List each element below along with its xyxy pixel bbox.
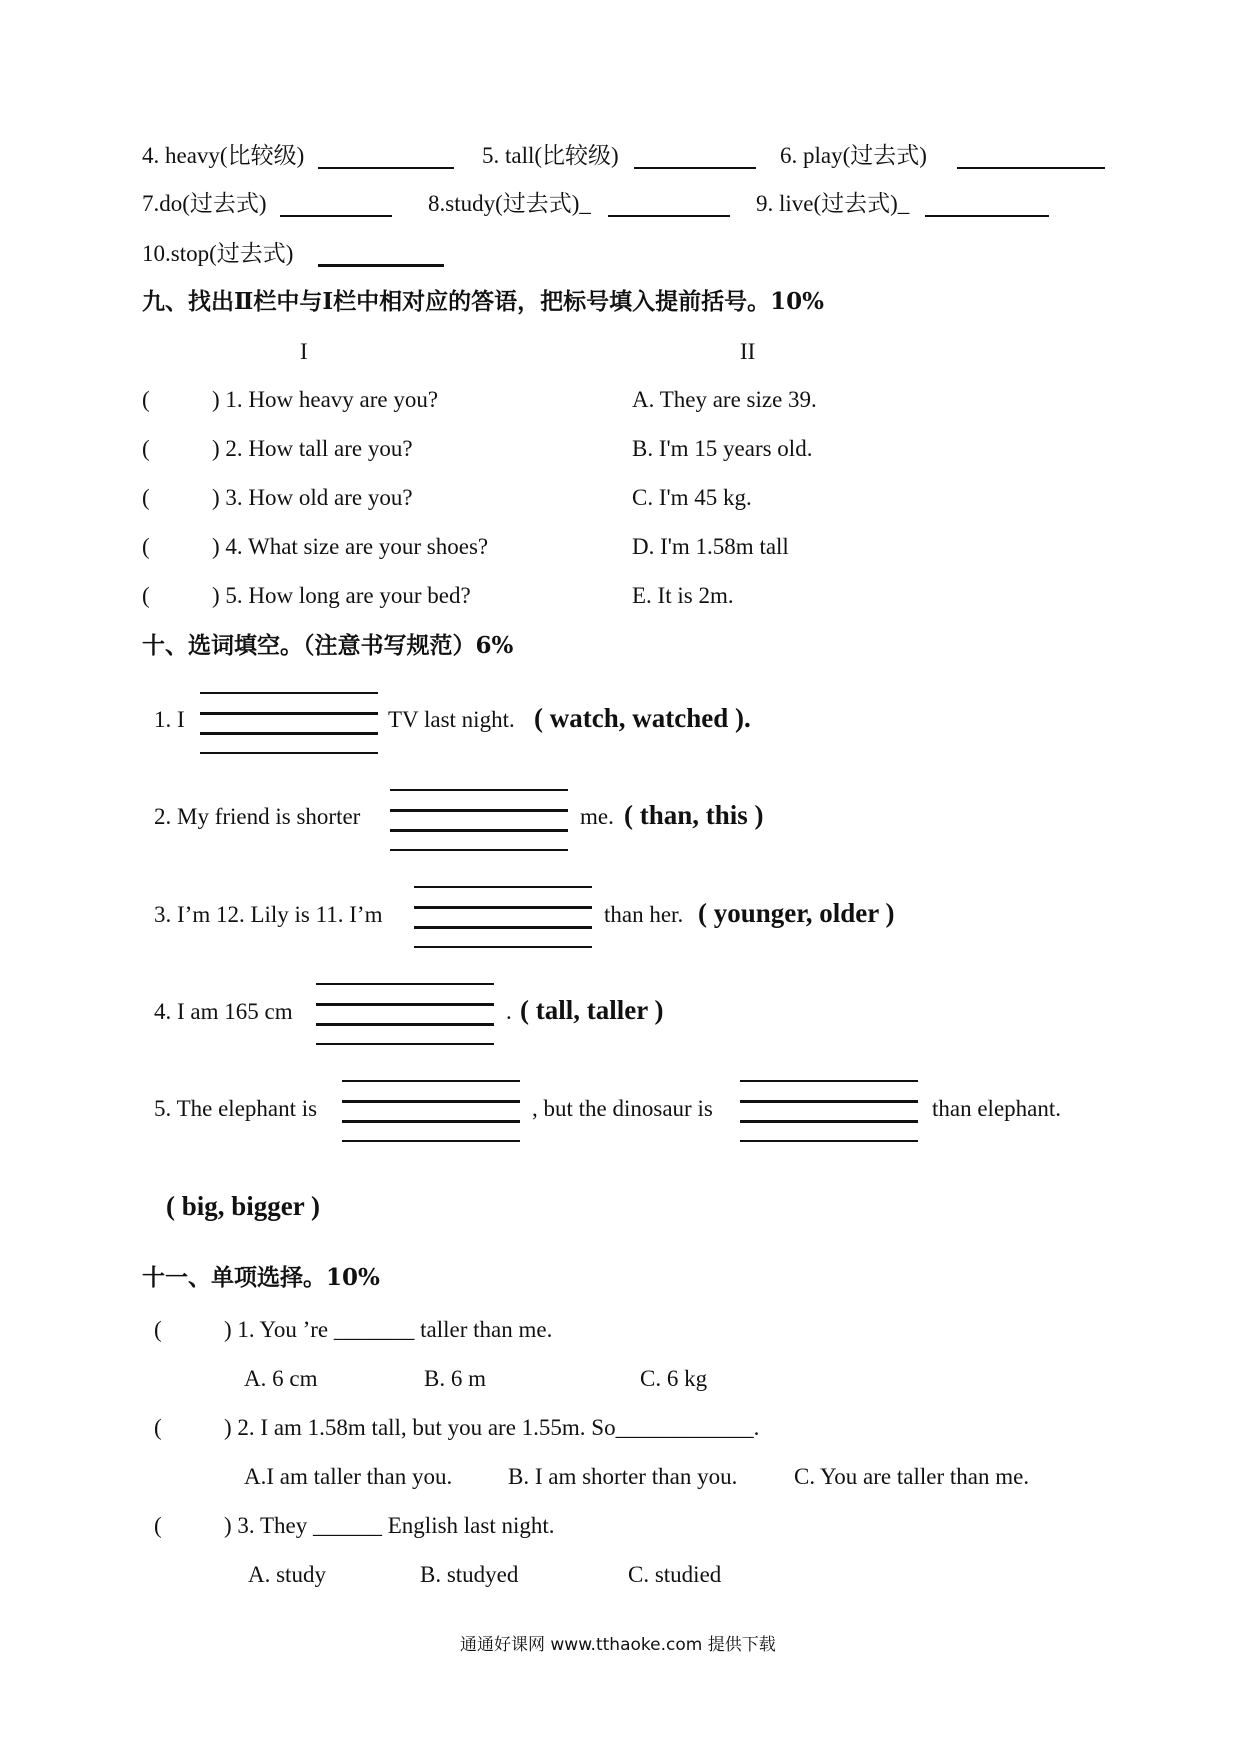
choice-option[interactable]: B. 6 m: [424, 1366, 486, 1391]
handwriting-lines[interactable]: [414, 886, 592, 946]
question-text: ) 2. How tall are you?: [212, 436, 413, 461]
answer-paren[interactable]: (: [154, 1513, 162, 1538]
question-text: ) 4. What size are your shoes?: [212, 534, 489, 559]
question-text: ) 5. How long are your bed?: [212, 583, 471, 608]
vocab-item-label: 8.study(过去式)_: [428, 191, 591, 216]
vocab-item-label: 4. heavy(比较级): [142, 143, 305, 168]
page-footer: 通通好课网 www.tthaoke.com 提供下载: [460, 1635, 776, 1655]
word-options: ( big, bigger ): [166, 1191, 320, 1221]
column-1-header: I: [300, 339, 308, 364]
answer-paren[interactable]: (: [142, 387, 150, 412]
fill-item-start: 1. I: [154, 707, 185, 732]
fill-item-start: 4. I am 165 cm: [154, 999, 293, 1024]
word-options: ( tall, taller ): [520, 995, 664, 1025]
answer-paren[interactable]: (: [142, 534, 150, 559]
word-options: ( than, this ): [624, 800, 764, 830]
answer-option: B. I'm 15 years old.: [632, 436, 813, 461]
vocab-answer-line[interactable]: [957, 167, 1105, 169]
question-text: ) 3. How old are you?: [212, 485, 413, 510]
vocab-answer-line[interactable]: [318, 264, 444, 267]
choice-option[interactable]: B. studyed: [420, 1562, 519, 1587]
choice-option[interactable]: C. 6 kg: [640, 1366, 708, 1391]
choice-option[interactable]: A.I am taller than you.: [244, 1464, 453, 1489]
word-options: ( younger, older ): [698, 898, 895, 928]
vocab-item-label: 10.stop(过去式): [142, 241, 294, 266]
column-2-header: II: [740, 339, 756, 364]
vocab-answer-line[interactable]: [608, 215, 730, 217]
question-text: ) 2. I am 1.58m tall, but you are 1.55m. So____________.: [224, 1415, 760, 1440]
answer-option: D. I'm 1.58m tall: [632, 534, 789, 559]
fill-item-end: TV last night.: [388, 707, 515, 732]
answer-paren[interactable]: (: [142, 485, 150, 510]
vocab-item-label: 9. live(过去式)_: [756, 191, 910, 216]
handwriting-lines[interactable]: [316, 983, 494, 1043]
vocab-answer-line[interactable]: [925, 215, 1049, 217]
fill-item-start: 5. The elephant is: [154, 1096, 318, 1121]
vocab-item-label: 7.do(过去式): [142, 191, 267, 216]
fill-item-end: than elephant.: [932, 1096, 1062, 1121]
vocab-answer-line[interactable]: [318, 167, 454, 169]
section-10-title: 十、选词填空。（注意书写规范）6%: [142, 632, 514, 659]
fill-item-start: 2. My friend is shorter: [154, 804, 361, 829]
answer-paren[interactable]: (: [154, 1317, 162, 1342]
fill-item-middle: , but the dinosaur is: [532, 1096, 713, 1121]
handwriting-lines[interactable]: [390, 789, 568, 849]
section-11-title: 十一、单项选择。10%: [142, 1264, 380, 1291]
vocab-item-label: 6. play(过去式): [780, 143, 927, 168]
choice-option[interactable]: C. You are taller than me.: [794, 1464, 1030, 1489]
fill-item-start: 3. I’m 12. Lily is 11. I’m: [154, 902, 383, 927]
choice-option[interactable]: A. study: [248, 1562, 326, 1587]
answer-paren[interactable]: (: [154, 1415, 162, 1440]
question-text: ) 1. You ’re _______ taller than me.: [224, 1317, 553, 1342]
fill-item-end: .: [506, 999, 512, 1024]
word-options: ( watch, watched ).: [534, 703, 751, 733]
handwriting-lines[interactable]: [740, 1080, 918, 1140]
choice-option[interactable]: C. studied: [628, 1562, 722, 1587]
question-text: ) 1. How heavy are you?: [212, 387, 439, 412]
answer-option: C. I'm 45 kg.: [632, 485, 752, 510]
choice-option[interactable]: B. I am shorter than you.: [508, 1464, 738, 1489]
vocab-item-label: 5. tall(比较级): [482, 143, 619, 168]
section-9-title: 九、找出Ⅱ栏中与Ⅰ栏中相对应的答语，把标号填入提前括号。10%: [142, 288, 825, 315]
fill-item-end: me.: [580, 804, 614, 829]
handwriting-lines[interactable]: [342, 1080, 520, 1140]
choice-option[interactable]: A. 6 cm: [244, 1366, 318, 1391]
vocab-answer-line[interactable]: [634, 167, 756, 169]
answer-option: A. They are size 39.: [632, 387, 817, 412]
handwriting-lines[interactable]: [200, 692, 378, 752]
vocab-answer-line[interactable]: [280, 215, 392, 217]
fill-item-end: than her.: [604, 902, 684, 927]
answer-paren[interactable]: (: [142, 436, 150, 461]
question-text: ) 3. They ______ English last night.: [224, 1513, 555, 1538]
answer-paren[interactable]: (: [142, 583, 150, 608]
answer-option: E. It is 2m.: [632, 583, 734, 608]
